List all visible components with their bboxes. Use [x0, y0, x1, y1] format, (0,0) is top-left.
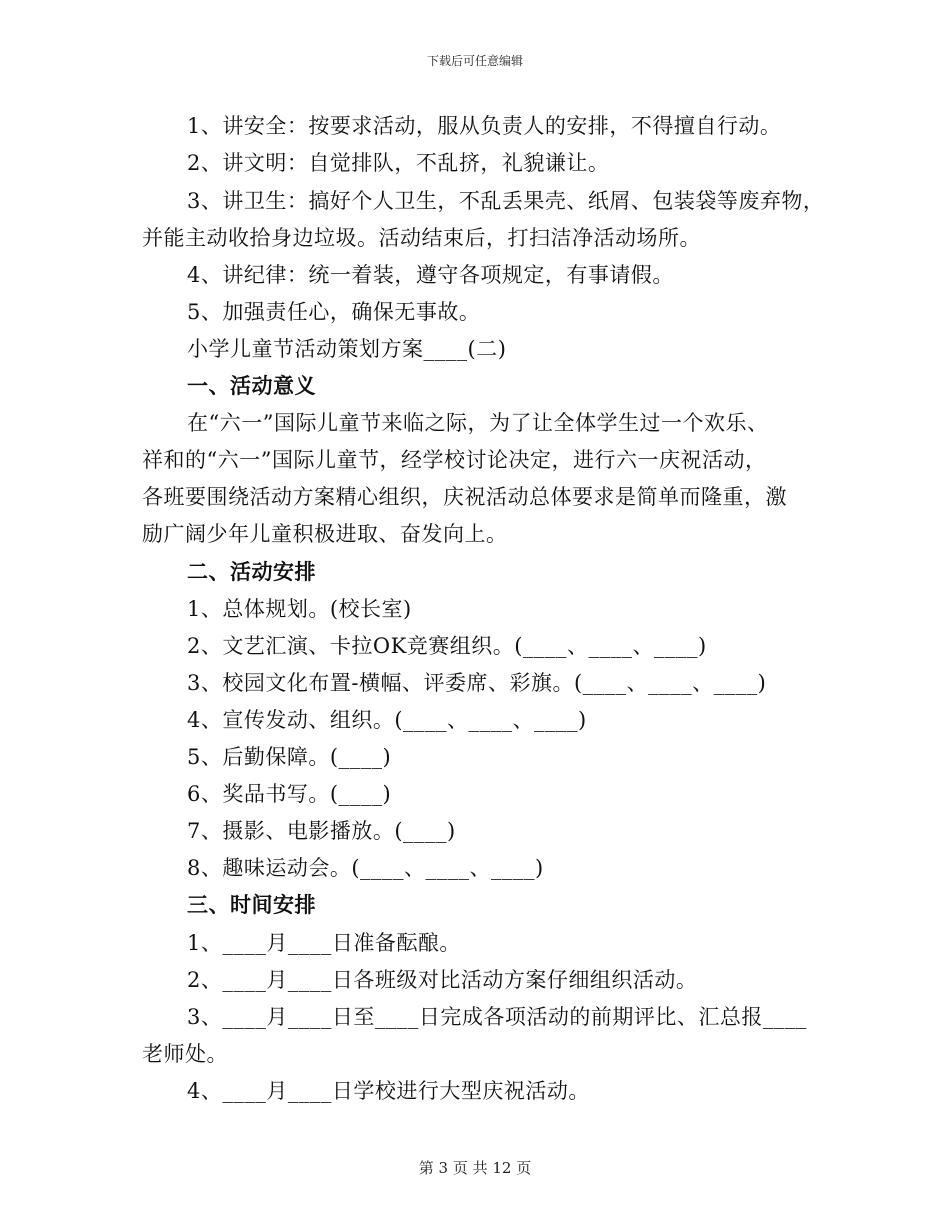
text-line: 在“六一”国际儿童节来临之际，为了让全体学生过一个欢乐、 [187, 411, 769, 435]
section-heading: 一、活动意义 [187, 373, 316, 398]
text-line: 2、讲文明：自觉排队，不乱挤，礼貌谦让。 [187, 151, 610, 175]
page-header: 下载后可任意编辑 [426, 54, 523, 68]
text-line: 小学儿童节活动策划方案____(二) [187, 337, 507, 361]
text-line: 祥和的“六一”国际儿童节，经学校讨论决定，进行六一庆祝活动， [142, 448, 767, 472]
text-line: 1、总体规划。(校长室) [187, 597, 412, 621]
text-line: 1、____月____日准备酝酿。 [187, 931, 461, 955]
text-line: 励广阔少年儿童积极进取、奋发向上。 [142, 522, 508, 546]
text-line: 并能主动收拾身边垃圾。活动结束后，打扫洁净活动场所。 [142, 226, 701, 250]
text-line: 5、加强责任心，确保无事故。 [187, 300, 481, 324]
section-heading: 二、活动安排 [187, 559, 316, 584]
text-line: 1、讲安全：按要求活动，服从负责人的安排，不得擅自行动。 [187, 114, 782, 138]
text-line: 4、讲纪律：统一着装，遵守各项规定，有事请假。 [187, 263, 674, 287]
text-line: 各班要围绕活动方案精心组织，庆祝活动总体要求是简单而隆重，激 [142, 485, 787, 509]
text-line: 5、后勤保障。(____) [187, 745, 392, 769]
text-line: 3、____月____日至____日完成各项活动的前期评比、汇总报____ [187, 1005, 807, 1029]
text-line: 3、讲卫生：搞好个人卫生，不乱丢果壳、纸屑、包装袋等废弃物， [187, 189, 825, 213]
text-line: 7、摄影、电影播放。(____) [187, 819, 456, 843]
text-line: 2、文艺汇演、卡拉OK竞赛组织。(____、____、____) [187, 634, 707, 658]
text-line: 6、奖品书写。(____) [187, 782, 392, 806]
section-heading: 三、时间安排 [187, 892, 316, 917]
text-line: 8、趣味运动会。(____、____、____) [187, 856, 544, 880]
text-line: 4、____月____日学校进行大型庆祝活动。 [187, 1079, 590, 1103]
page-footer: 第 3 页 共 12 页 [418, 1159, 532, 1177]
text-line: 3、校园文化布置-横幅、评委席、彩旗。(____、____、____) [187, 671, 767, 695]
text-line: 老师处。 [142, 1042, 228, 1066]
text-line: 2、____月____日各班级对比活动方案仔细组织活动。 [187, 968, 698, 992]
text-line: 4、宣传发动、组织。(____、____、____) [187, 708, 587, 732]
